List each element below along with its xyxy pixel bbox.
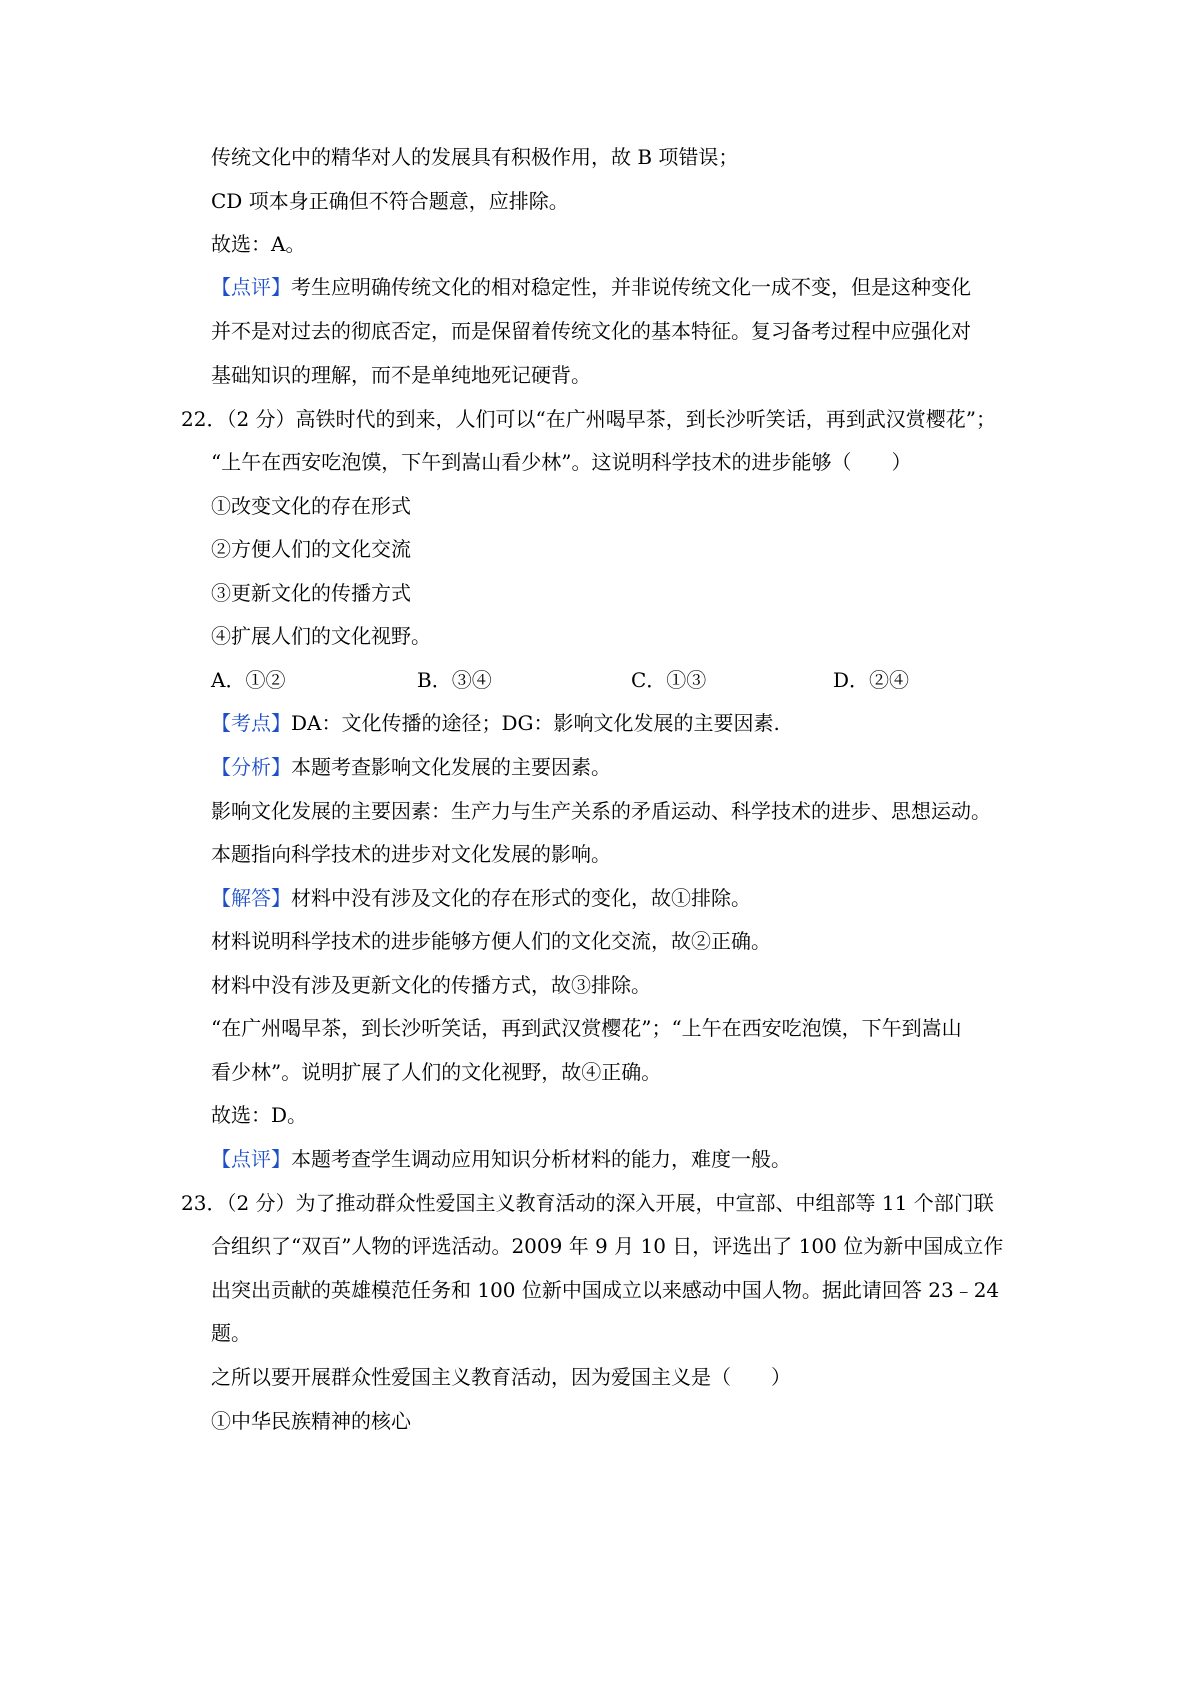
answer-line: 故选：A。 (211, 232, 306, 256)
fenxi-line (211, 753, 611, 781)
comment-text: 本题考查学生调动应用知识分析材料的能力，难度一般。 (291, 1147, 791, 1171)
jieda-text: 材料中没有涉及文化的存在形式的变化，故①排除。 (291, 886, 751, 910)
question-22-stem: 22．（2 分）高铁时代的到来，人们可以“在广州喝早茶，到长沙听笑话，再到武汉赏樱花”； (181, 407, 996, 431)
comment-line (211, 1145, 791, 1173)
text-line: 基础知识的理解，而不是单纯地死记硬背。 (211, 363, 591, 387)
question-22-stem-cont: “上午在西安吃泡馍，下午到嵩山看少林”。这说明科学技术的进步能够（ ） (211, 450, 912, 474)
text-line: 影响文化发展的主要因素：生产力与生产关系的矛盾运动、科学技术的进步、思想运动。 (211, 799, 991, 823)
text-line: 并不是对过去的彻底否定，而是保留着传统文化的基本特征。复习备考过程中应强化对 (211, 319, 971, 343)
comment-tag: 【点评】 (211, 275, 291, 299)
jieda-line (211, 884, 751, 912)
option-c: C．①③ (631, 668, 707, 692)
text-line: CD 项本身正确但不符合题意，应排除。 (211, 189, 569, 213)
text-line: “在广州喝早茶，到长沙听笑话，再到武汉赏樱花”；“上午在西安吃泡馍，下午到嵩山 (211, 1016, 962, 1040)
kaodian-line (211, 709, 780, 737)
answer-line: 故选：D。 (211, 1103, 308, 1127)
text-line: 本题指向科学技术的进步对文化发展的影响。 (211, 842, 611, 866)
option-a: A．①② (211, 668, 286, 692)
comment-line (211, 273, 971, 301)
text-line: 材料说明科学技术的进步能够方便人们的文化交流，故②正确。 (211, 929, 771, 953)
comment-text: 考生应明确传统文化的相对稳定性，并非说传统文化一成不变，但是这种变化 (291, 275, 971, 299)
statement-item: ①中华民族精神的核心 (211, 1409, 411, 1433)
kaodian-tag: 【考点】 (211, 711, 291, 735)
text-line: 传统文化中的精华对人的发展具有积极作用，故 B 项错误； (211, 145, 739, 169)
statement-item: ④扩展人们的文化视野。 (211, 624, 431, 648)
option-d: D．②④ (833, 668, 910, 692)
question-23-stem-cont: 出突出贡献的英雄模范任务和 100 位新中国成立以来感动中国人物。据此请回答 23﹣24 (211, 1278, 1000, 1302)
sub-question: 之所以要开展群众性爱国主义教育活动，因为爱国主义是（ ） (211, 1365, 791, 1389)
text-line: 材料中没有涉及更新文化的传播方式，故③排除。 (211, 973, 651, 997)
option-b: B．③④ (417, 668, 492, 692)
kaodian-text: DA：文化传播的途径；DG：影响文化发展的主要因素. (291, 711, 780, 735)
statement-item: ①改变文化的存在形式 (211, 494, 411, 518)
comment-tag: 【点评】 (211, 1147, 291, 1171)
question-23-stem-cont: 题。 (211, 1321, 251, 1345)
statement-item: ③更新文化的传播方式 (211, 581, 411, 605)
text-line: 看少林”。说明扩展了人们的文化视野，故④正确。 (211, 1060, 662, 1084)
jieda-tag: 【解答】 (211, 886, 291, 910)
statement-item: ②方便人们的文化交流 (211, 537, 411, 561)
fenxi-text: 本题考查影响文化发展的主要因素。 (291, 755, 611, 779)
question-23-stem: 23．（2 分）为了推动群众性爱国主义教育活动的深入开展，中宣部、中组部等 11 个部门联 (181, 1191, 994, 1215)
question-23-stem-cont: 合组织了“双百”人物的评选活动。2009 年 9 月 10 日，评选出了 100 位为新中国成立作 (211, 1234, 1004, 1258)
fenxi-tag: 【分析】 (211, 755, 291, 779)
